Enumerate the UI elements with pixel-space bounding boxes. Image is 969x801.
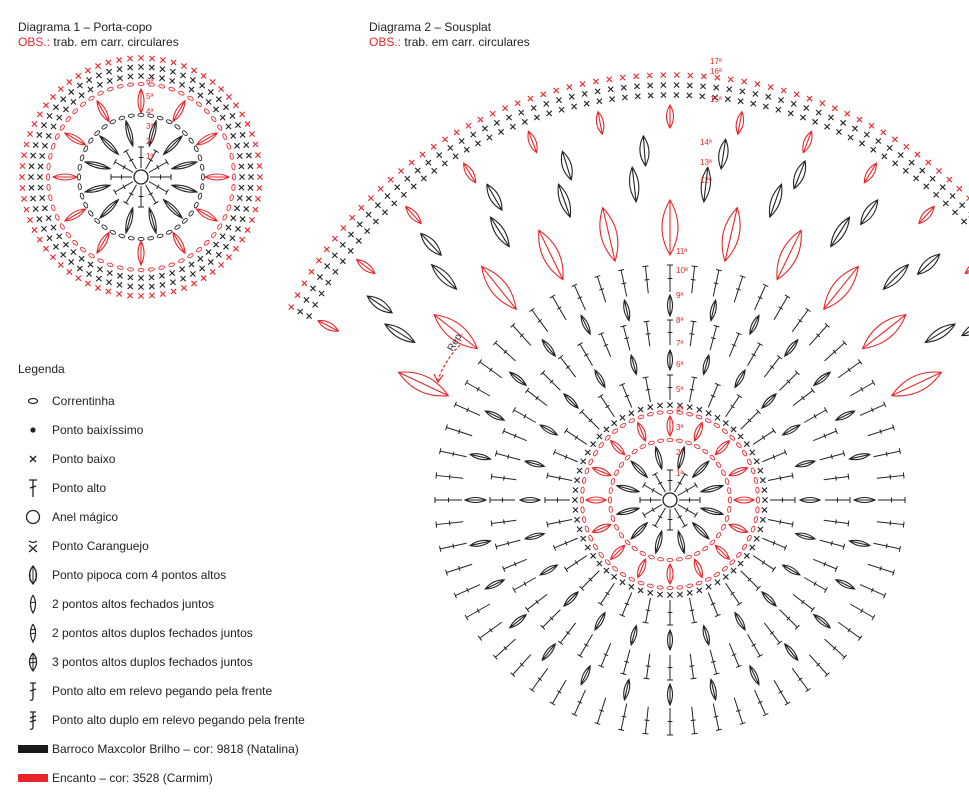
round-label: 11ª bbox=[676, 247, 688, 256]
round-label: 10ª bbox=[676, 266, 688, 275]
double-crochet-icon bbox=[14, 476, 52, 500]
round-label: 4ª bbox=[146, 107, 154, 116]
dc2tog-icon bbox=[14, 592, 52, 616]
legend-item: Anel mágico bbox=[14, 502, 305, 531]
tr2tog-icon bbox=[14, 621, 52, 645]
round-label: 2ª bbox=[146, 137, 154, 146]
round-label: 16ª bbox=[710, 67, 722, 76]
popcorn-icon bbox=[14, 563, 52, 587]
fpdc-icon bbox=[14, 679, 52, 703]
diagram2-obs-text: trab. em carr. circulares bbox=[404, 35, 530, 49]
round-label: 17ª bbox=[710, 57, 722, 66]
round-label: 1ª bbox=[676, 469, 684, 478]
round-label: 7ª bbox=[676, 339, 684, 348]
round-label: 3ª bbox=[146, 122, 154, 131]
round-label: 6ª bbox=[146, 77, 154, 86]
diagram2-obs-label: OBS.: bbox=[369, 35, 402, 49]
diagram2-title: Diagrama 2 – Sousplat bbox=[369, 20, 492, 34]
round-label: 8ª bbox=[676, 316, 684, 325]
diagram1-porta-copo bbox=[19, 55, 262, 298]
rep-label: Rep. bbox=[445, 329, 466, 354]
red-swatch-icon bbox=[14, 766, 52, 790]
legend-item: Ponto Caranguejo bbox=[14, 531, 305, 560]
chain-icon bbox=[14, 389, 52, 413]
legend-item: 3 pontos altos duplos fechados juntos bbox=[14, 647, 305, 676]
crab-stitch-icon bbox=[14, 534, 52, 558]
fptr-icon bbox=[14, 708, 52, 732]
round-label: 6ª bbox=[676, 360, 684, 369]
legend-list bbox=[14, 386, 305, 792]
round-label: 9ª bbox=[676, 291, 684, 300]
legend-item: Encanto – cor: 3528 (Carmim) bbox=[14, 763, 305, 792]
round-label: 4ª bbox=[676, 405, 684, 414]
legend-item: Ponto baixíssimo bbox=[14, 415, 305, 444]
legend-item: Ponto alto bbox=[14, 473, 305, 502]
legend-item: Ponto pipoca com 4 pontos altos bbox=[14, 560, 305, 589]
legend-title: Legenda bbox=[18, 362, 65, 376]
round-label: 3ª bbox=[676, 423, 684, 432]
legend-item: 2 pontos altos duplos fechados juntos bbox=[14, 618, 305, 647]
round-label: 15ª bbox=[710, 95, 722, 104]
slip-stitch-icon bbox=[14, 418, 52, 442]
round-label: 13ª bbox=[700, 158, 712, 167]
round-label: 14ª bbox=[700, 138, 712, 147]
legend-item: 2 pontos altos fechados juntos bbox=[14, 589, 305, 618]
diagram1-title: Diagrama 1 – Porta-copo bbox=[18, 20, 153, 34]
diagram1-obs-label: OBS.: bbox=[18, 35, 51, 49]
legend-item: Ponto baixo bbox=[14, 444, 305, 473]
round-label: 12ª bbox=[700, 176, 712, 185]
tr3tog-icon bbox=[14, 650, 52, 674]
round-label: 1ª bbox=[146, 152, 154, 161]
magic-ring-icon bbox=[14, 505, 52, 529]
legend-item: Barroco Maxcolor Brilho – cor: 9818 (Natalina) bbox=[14, 734, 305, 763]
legend-item: Ponto alto em relevo pegando pela frente bbox=[14, 676, 305, 705]
single-crochet-icon bbox=[14, 447, 52, 471]
black-swatch-icon bbox=[14, 737, 52, 761]
legend-item: Correntinha bbox=[14, 386, 305, 415]
round-label: 5ª bbox=[146, 92, 154, 101]
diagram1-obs-text: trab. em carr. circulares bbox=[53, 35, 179, 49]
diagram2-sousplat bbox=[289, 57, 969, 735]
legend-item: Ponto alto duplo em relevo pegando pela frente bbox=[14, 705, 305, 734]
round-label: 2ª bbox=[676, 448, 684, 457]
round-label: 5ª bbox=[676, 385, 684, 394]
